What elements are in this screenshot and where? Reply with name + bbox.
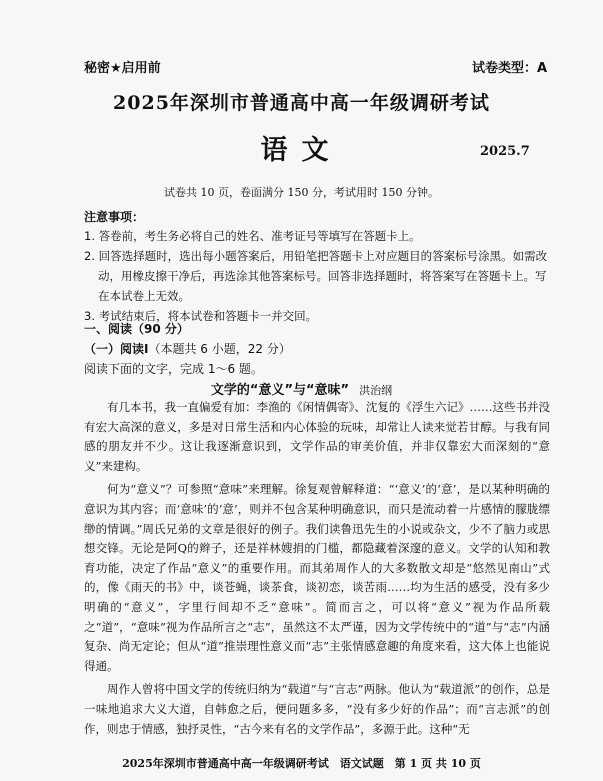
notes-heading: 注意事项：: [84, 210, 145, 224]
subsection-heading: [84, 340, 291, 357]
notes-list: [84, 226, 550, 326]
exam-date: 2025.7: [480, 144, 530, 159]
article-title-line: [0, 379, 603, 398]
section-heading: 一、阅读（90 分）: [84, 322, 189, 336]
article-body: [84, 398, 550, 743]
note-item: 1. 答卷前，考生务必将自己的姓名、准考证号等填写在答题卡上。: [84, 229, 421, 243]
article-paragraph: 何为“意义”？可参照“意味”来理解。徐复观曾解释道：“‘意义’的‘意’，是以某种明确的意识为其内容；而‘意味’的‘意’，则并不包含某种明确意识，而只是流动着一片感情的朦胧缥缈的情调。”周氏兄弟的文章是很好的例子。我们读鲁迅先生的小说或杂文，少不了脑力或思想交锋。无论是阿Q的辫子，还是祥林嫂捐的门槛，都隐藏着深邃的意义。文学的认知和教育功能，决定了作品“意义”的重要作用。而其弟周作人的大多数散文却是“悠然见南山”式的，像《雨天的书》中，谈苍蝇，谈茶食，谈初恋，谈苦雨……均为生活的感受，没有多少明确的“意义”，字里行间却不乏“意味”。简而言之，可以将“意义”视为作品所载之“道”，“意味”视为作品所言之“志”，虽然这不太严谨，因为文学传统中的“道”与“志”内涵复杂、尚无定论；但从“道”推崇理性意义而“志”主张情感意趣的角度来看，这大体上也能说得通。: [84, 482, 550, 673]
reading-instruction: 阅读下面的文字，完成 1～6 题。: [84, 362, 263, 376]
subject-title: 语文: [260, 135, 343, 166]
article-paragraph: 周作人曾将中国文学的传统归纳为“载道”与“言志”两脉。他认为“载道派”的创作，总是一味地追求大义大道，自韩愈之后，便问题多多，“没有多少好的作品”；而“言志派”的创作，则忠于情感，独抒灵性，“古今来有名的文学作品”，多源于此。这种“无: [84, 682, 550, 736]
article-title: 文学的“意义”与“意味”: [210, 383, 350, 398]
note-item: 2. 回答选择题时，选出每小题答案后，用铅笔把答题卡上对应题目的答案标号涂黑。如需改动，用橡皮擦干净后，再选涂其他答案标号。回答非选择题时，将答案写在答题卡上。写在本试卷上无效。: [84, 249, 548, 303]
subsection-label: （一）阅读Ⅰ: [84, 342, 149, 356]
paper-type: 试卷类型：A: [471, 61, 547, 76]
exam-title: 2025年深圳市普通高中高一年级调研考试: [113, 92, 490, 114]
page-footer: 2025年深圳市普通高中高一年级调研考试 语文试题 第 1 页 共 10 页: [122, 757, 481, 770]
exam-info: 试卷共 10 页，卷面满分 150 分，考试用时 150 分钟。: [164, 186, 439, 199]
note-item: 3. 考试结束后，将本试卷和答题卡一并交回。: [84, 309, 318, 323]
confidential-label: 秘密★启用前: [84, 61, 161, 76]
article-paragraph: 有几本书，我一直偏爱有加：李渔的《闲情偶寄》、沈复的《浮生六记》……这些书并没有宏大高深的意义，多是对日常生活和内心体验的玩味，却常让人读来觉若甘醇。与我有同感的朋友并不少。这让我逐渐意识到，文学作品的审美价值，并非仅靠宏大而深刻的“意义”来建构。: [84, 400, 550, 473]
subsection-detail: （本题共 6 小题，22 分）: [148, 342, 291, 356]
article-author: 洪治纲: [359, 384, 393, 397]
